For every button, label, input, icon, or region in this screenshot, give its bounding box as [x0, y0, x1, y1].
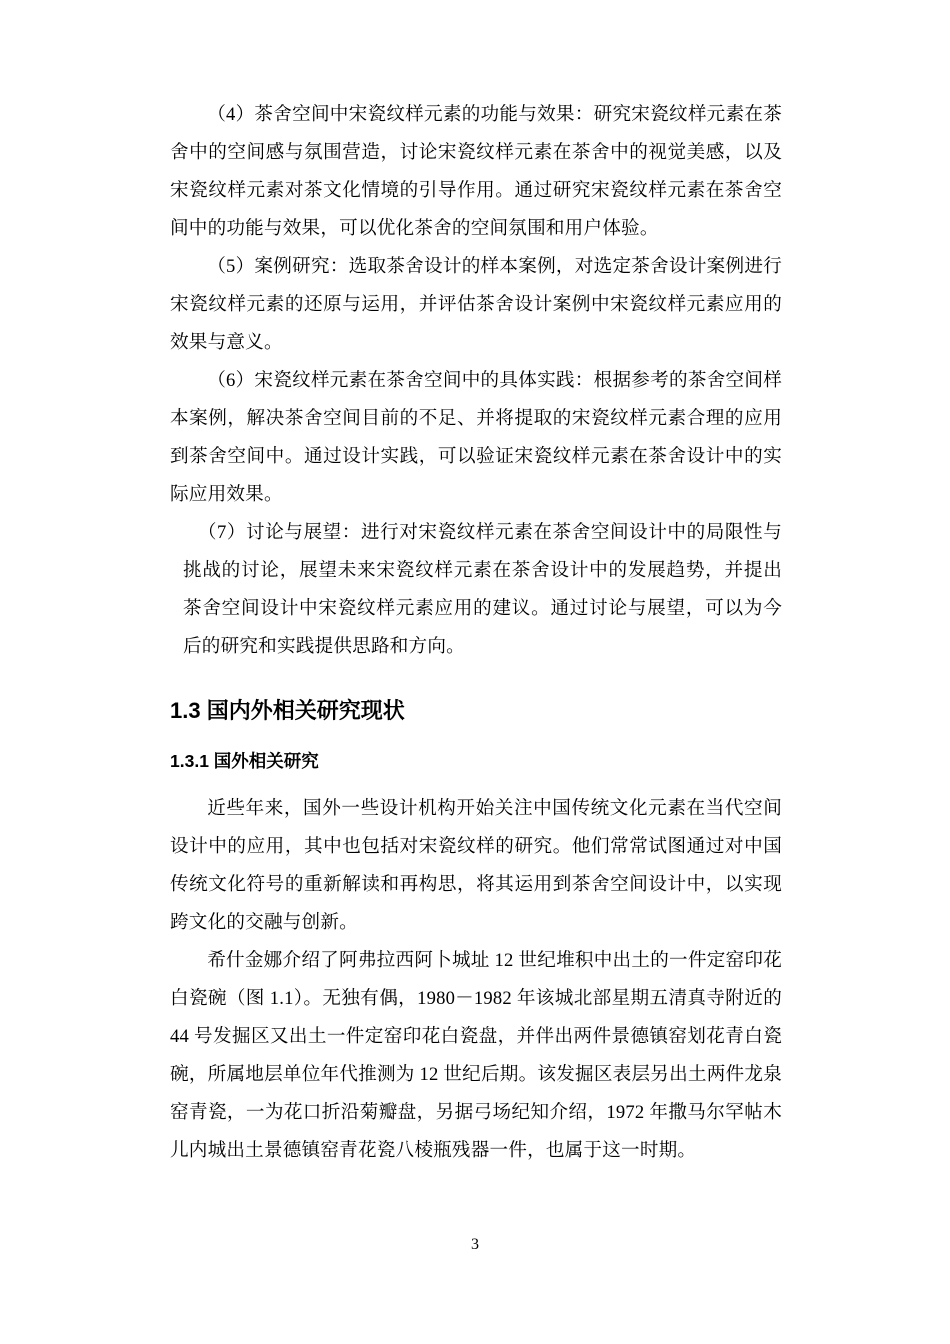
method-paragraph-6: （6）宋瓷纹样元素在茶舍空间中的具体实践：根据参考的茶舍空间样本案例，解决茶舍空间目前的不足、并将提取的宋瓷纹样元素合理的应用到茶舍空间中。通过设计实践，可以验证宋瓷纹样元素在茶舍设计中的实际应用效果。: [170, 370, 782, 505]
method-paragraph-7: （7）讨论与展望：进行对宋瓷纹样元素在茶舍空间设计中的局限性与挑战的讨论，展望未来宋瓷纹样元素在茶舍设计中的发展趋势，并提出茶舍空间设计中宋瓷纹样元素应用的建议。通过讨论与展望，可以为今后的研究和实践提供思路和方向。: [183, 522, 782, 657]
body-paragraph-overseas-intro: 近些年来，国外一些设计机构开始关注中国传统文化元素在当代空间设计中的应用，其中也包括对宋瓷纹样的研究。他们常常试图通过对中国传统文化符号的重新解读和再构思，将其运用到茶舍空间设计中，以实现跨文化的交融与创新。: [170, 798, 782, 933]
body-paragraph-archaeology: 希什金娜介绍了阿弗拉西阿卜城址 12 世纪堆积中出土的一件定窑印花白瓷碗（图 1.1）。无独有偶，1980－1982 年该城北部星期五清真寺附近的 44 号发掘区又出土一件定窑印花白瓷盘，并伴出两件景德镇窑划花青白瓷碗，所属地层单位年代推测为 12 世纪后期。该发掘区表层另出土两件龙泉窑青瓷，一为花口折沿菊瓣盘，另据弓场纪知介绍，1972 年撒马尔罕帖木儿内城出土景德镇窑青花瓷八棱瓶残器一件，也属于这一时期。: [170, 950, 782, 1161]
page-number: 3: [471, 1236, 479, 1253]
subsection-heading-1-3-1: 1.3.1 国外相关研究: [170, 751, 319, 771]
page-content: [170, 96, 782, 1170]
section-heading-1-3: 1.3 国内外相关研究现状: [170, 698, 405, 723]
method-paragraph-4: （4）茶舍空间中宋瓷纹样元素的功能与效果：研究宋瓷纹样元素在茶舍中的空间感与氛围营造，讨论宋瓷纹样元素在茶舍中的视觉美感，以及宋瓷纹样元素对茶文化情境的引导作用。通过研究宋瓷纹样元素在茶舍空间中的功能与效果，可以优化茶舍的空间氛围和用户体验。: [170, 104, 782, 239]
method-paragraph-5: （5）案例研究：选取茶舍设计的样本案例，对选定茶舍设计案例进行宋瓷纹样元素的还原与运用，并评估茶舍设计案例中宋瓷纹样元素应用的效果与意义。: [170, 256, 782, 353]
